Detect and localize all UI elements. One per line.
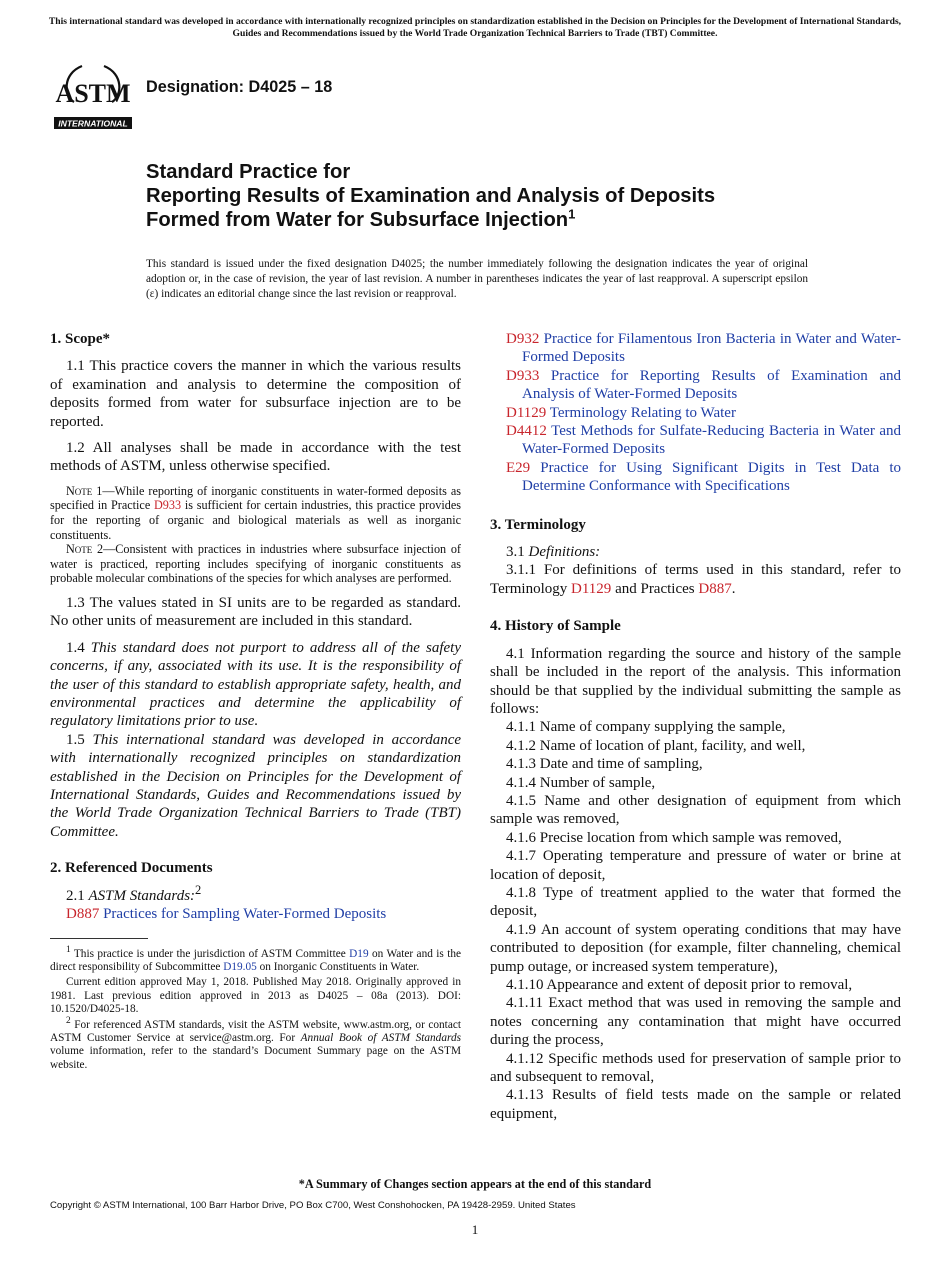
link-d19[interactable]: D19 [349, 947, 369, 960]
copyright: Copyright © ASTM International, 100 Barr Harbor Drive, PO Box C700, West Conshohocken, PA 19428-2959. United States [50, 1200, 576, 1211]
link-d933[interactable]: D933 [153, 498, 182, 513]
para-3-1-1: 3.1.1 For definitions of terms used in this standard, refer to Terminology D1129 and Practices D887. [490, 562, 901, 597]
para-1-4: 1.4 This standard does not purport to address all of the safety concerns, if any, associated with its use. It is the responsibility of the user of this standard to establish appropriate safety, health, and environmental practices and determine the applicability of regulatory limitations prior to use. [50, 639, 461, 730]
logo-letters: ASTM [55, 79, 131, 108]
history-item: 4.1.13 Results of field tests made on the sample or related equipment, [490, 1087, 901, 1122]
section-heading-scope: 1. Scope* [50, 331, 110, 347]
history-item: 4.1.11 Exact method that was used in removing the sample and notes concerning any contamination that might have occurred during the process, [490, 995, 901, 1049]
history-item: 4.1.12 Specific methods used for preservation of sample prior to and subsequent to removal, [490, 1050, 901, 1086]
footnote-1-edition: Current edition approved May 1, 2018. Published May 2018. Originally approved in 1981. Last previous edition approved in 2013 as D4025 – 08a (2013). DOI: 10.1520/D4025-18. [50, 976, 461, 1016]
designation [146, 78, 332, 97]
summary-of-changes-note: *A Summary of Changes section appears at the end of this standard [298, 1177, 652, 1191]
ref-d887[interactable]: D887 Practices for Sampling Water-Formed Deposits [66, 906, 387, 923]
para-2-1: 2.1 ASTM Standards:$^2$ [66, 882, 202, 904]
footnote-divider [50, 938, 148, 939]
history-item: 4.1.6 Precise location from which sample was removed, [506, 829, 842, 846]
para-1-2: 1.2 All analyses shall be made in accordance with the test methods of ASTM, unless otherwise specified. [50, 440, 461, 475]
designation-label: Designation: [146, 78, 245, 96]
para-1-3: 1.3 The values stated in SI units are to be regarded as standard. No other units of measurement are included in this standard. [50, 595, 461, 630]
history-item: 4.1.2 Name of location of plant, facility, and well, [506, 737, 806, 754]
title-line-3: Formed from Water for Subsurface Injection$^1$ [146, 206, 576, 231]
note-2: Note 2—Consistent with practices in industries where subsurface injection of water is practiced, reporting includes specifying of inorganic constituents as probable molecular combinations of the species for which analyses are performed. [50, 542, 461, 586]
para-4-1: 4.1 Information regarding the source and history of the sample shall be included in the report of the analysis. This information should be that supplied by the individual submitting the sample as follows: [490, 645, 901, 717]
link-d1129[interactable]: D1129 [571, 580, 612, 597]
ref-d4412[interactable]: D4412 Test Methods for Sulfate-Reducing Bacteria in Water and Water-Formed Deposits [506, 423, 901, 458]
page-number: 1 [471, 1222, 479, 1237]
designation-dash: – [300, 78, 310, 96]
history-item: 4.1.4 Number of sample, [506, 774, 656, 791]
history-item: 4.1.9 An account of system operating conditions that may have contributed to deposition (for example, filter channeling, chemical pump outage, or increased system temperature), [490, 921, 901, 975]
section-heading-referenced: 2. Referenced Documents [50, 860, 213, 877]
history-item: 4.1.10 Appearance and extent of deposit prior to removal, [506, 977, 853, 993]
history-item: 4.1.7 Operating temperature and pressure of water or brine at location of deposit, [490, 848, 901, 883]
note-1: Note 1—While reporting of inorganic constituents in water-formed deposits as specified in Practice D933 is sufficient for certain industries, this practice provides for the reporting of organic and biological materials as well as inorganic constituents. [50, 483, 461, 542]
designation-number: D4025 [248, 78, 297, 96]
link-d19-05[interactable]: D19.05 [223, 960, 257, 973]
ref-d932[interactable]: D932 Practice for Filamentous Iron Bacteria in Water and Water-Formed Deposits [506, 331, 901, 366]
ref-e29[interactable]: E29 Practice for Using Significant Digits in Test Data to Determine Conformance with Specifications [506, 459, 901, 495]
issuance-statement: This standard is issued under the fixed designation D4025; the number immediately following the designation indicates the year of original adoption or, in the case of revision, the year of last revision. A number in parentheses indicates the year of last reapproval. A superscript epsilon (ε) indicates an editorial change since the last revision or reapproval. [146, 258, 808, 300]
section-heading-terminology: 3. Terminology [490, 516, 586, 533]
history-item: 4.1.5 Name and other designation of equipment from which sample was removed, [490, 792, 901, 828]
document-title [146, 160, 866, 232]
ref-d933[interactable]: D933 Practice for Reporting Results of Examination and Analysis of Water-Formed Deposits [506, 367, 902, 403]
history-item: 4.1.1 Name of company supplying the sample, [506, 719, 786, 736]
title-line-2: Reporting Results of Examination and Analysis of Deposits [146, 185, 716, 207]
title-line-1: Standard Practice for [146, 161, 351, 183]
right-column [490, 330, 901, 1123]
section-heading-history: 4. History of Sample [490, 618, 621, 635]
footnote-2: $^2$ For referenced ASTM standards, visit the ASTM website, www.astm.org, or contact ASTM Customer Service at service@astm.org. For Annual Book of ASTM Standards volume information, refer to the standard’s Document Summary page on the ASTM website. [50, 1015, 461, 1071]
footnote-1: $^1$ This practice is under the jurisdiction of ASTM Committee D19 on Water and is the direct responsibility of Subcommittee D19.05 on Inorganic Constituents in Water. [50, 944, 461, 973]
title-footnote-mark: 1 [568, 206, 576, 222]
tbt-banner: This international standard was developed in accordance with internationally recognized principles on standardization established in the Decision on Principles for the Development of International Standards, Guides and Recommendations issued by the World Trade Organization Technical Barriers to Trade (TBT) Committee. [48, 16, 902, 39]
history-item: 4.1.8 Type of treatment applied to the water that formed the deposit, [490, 884, 901, 920]
ref-d1129[interactable]: D1129 Terminology Relating to Water [506, 404, 736, 421]
designation-year: 18 [314, 78, 333, 96]
history-item: 4.1.3 Date and time of sampling, [506, 756, 703, 773]
history-item-list [490, 718, 901, 1123]
logo-word: INTERNATIONAL [58, 118, 128, 129]
para-1-5: 1.5 This international standard was developed in accordance with internationally recognized principles on standardization established in the Decision on Principles for the Development of International Standards, Guides and Recommendations issued by the World Trade Organization Technical Barriers to Trade (TBT) Committee. [50, 731, 462, 840]
left-column [50, 330, 461, 1072]
astm-logo [52, 58, 134, 132]
para-1-1: 1.1 This practice covers the manner in which the various results of examination and analysis to determine the composition of deposits formed from water for subsurface injection are to be reported. [50, 358, 461, 430]
link-d887[interactable]: D887 [698, 580, 732, 597]
para-3-1: 3.1 Definitions: [506, 544, 601, 561]
